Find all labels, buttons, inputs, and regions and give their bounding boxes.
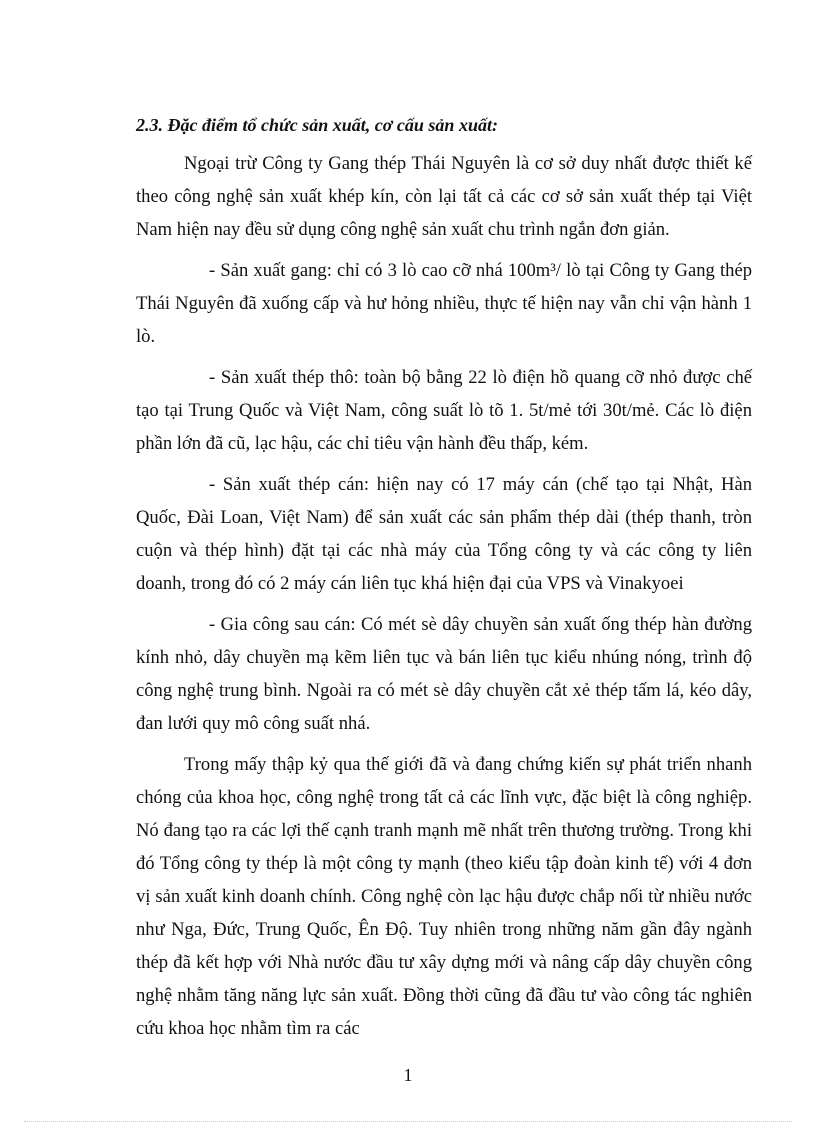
paragraph-rolled-steel: - Sản xuất thép cán: hiện nay có 17 máy cán (chế tạo tại Nhật, Hàn Quốc, Đài Loan, Việt Nam) để sản xuất các sản phẩm thép dài (thép thanh, tròn cuộn và thép hình) đặt tại các nhà máy của Tổng công ty và các công ty liên doanh, trong đó có 2 máy cán liên tục khá hiện đại của VPS và Vinakyoei [136, 474, 752, 594]
paragraph-post-rolling: - Gia công sau cán: Có mét sè dây chuyền sản xuất ống thép hàn đường kính nhỏ, dây chuyền mạ kẽm liên tục và bán liên tục kiểu nhúng nóng, trình độ công nghệ trung bình. Ngoài ra có mét sè dây chuyền cắt xẻ thép tấm lá, kéo dây, đan lưới quy mô công suất nhá. [136, 614, 752, 734]
page-number: 1 [403, 1065, 413, 1085]
paragraph-pig-iron: - Sản xuất gang: chỉ có 3 lò cao cỡ nhá 100m³/ lò tại Công ty Gang thép Thái Nguyên đã xuống cấp và hư hỏng nhiều, thực tế hiện nay vẫn chỉ vận hành 1 lò. [136, 260, 752, 347]
paragraph-intro: Ngoại trừ Công ty Gang thép Thái Nguyên là cơ sở duy nhất được thiết kế theo công nghệ sản xuất khép kín, còn lại tất cả các cơ sở sản xuất thép tại Việt Nam hiện nay đều sử dụng công nghệ sản xuất chu trình ngắn đơn giản. [136, 153, 752, 240]
section-heading: 2.3. Đặc điểm tổ chức sản xuất, cơ cấu sản xuất: [136, 115, 498, 135]
paragraph-crude-steel: - Sản xuất thép thô: toàn bộ bằng 22 lò điện hồ quang cỡ nhỏ được chế tạo tại Trung Quốc và Việt Nam, công suất lò tõ 1. 5t/mẻ tới 30t/mẻ. Các lò điện phần lớn đã cũ, lạc hậu, các chỉ tiêu vận hành đều thấp, kém. [136, 367, 752, 454]
page-bottom-divider [24, 1121, 792, 1122]
paragraph-technology: Trong mấy thập kỷ qua thế giới đã và đang chứng kiến sự phát triển nhanh chóng của khoa học, công nghệ trong tất cả các lĩnh vực, đặc biệt là công nghiệp. Nó đang tạo ra các lợi thế cạnh tranh mạnh mẽ nhất trên thương trường. Trong khi đó Tổng công ty thép là một công ty mạnh (theo kiểu tập đoàn kinh tế) với 4 đơn vị sản xuất kinh doanh chính. Công nghệ còn lạc hậu được chắp nối từ nhiều nước như Nga, Đức, Trung Quốc, Ên Độ. Tuy nhiên trong những năm gần đây ngành thép đã kết hợp với Nhà nước đầu tư xây dựng mới và nâng cấp dây chuyền công nghệ nhằm tăng năng lực sản xuất. Đồng thời cũng đã đầu tư vào công tác nghiên cứu khoa học nhằm tìm ra các [136, 754, 752, 1039]
page-content [136, 113, 752, 1053]
